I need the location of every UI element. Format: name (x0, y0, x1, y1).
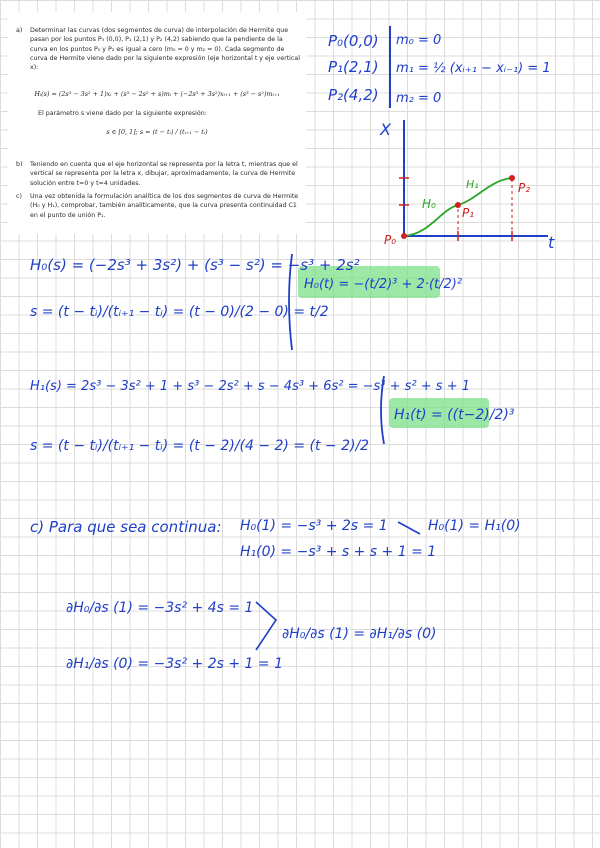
param-text: El parámetro s viene dado por la siguiente expresión: (38, 110, 207, 117)
question-c-label: c) (16, 193, 22, 200)
note-c-arrow (398, 522, 420, 534)
note-h0-line: H₀(s) = (−2s³ + 3s²) + (s³ − s²) = −s³ + 2s² (30, 256, 360, 274)
note-c-intro: c) Para que sea continua: (30, 518, 222, 536)
sketch-point-p1 (455, 202, 461, 208)
sketch-label-h1: H₁ (466, 178, 479, 191)
note-m2: m₂ = 0 (396, 91, 442, 106)
note-s1-line: s = (t − tᵢ)/(tᵢ₊₁ − tᵢ) = (t − 2)/(4 − 2) = (t − 2)/2 (30, 438, 370, 454)
note-h1-line: H₁(s) = 2s³ − 3s² + 1 + s³ − 2s² + s − 4s³ + 6s² = −s³ + s² + s + 1 (30, 379, 471, 394)
sketch-axis-t-label: t (548, 233, 555, 252)
sketch-label-p0: P₀ (384, 233, 397, 247)
note-d-eq: ∂H₀/∂s (1) = ∂H₁/∂s (0) (282, 626, 437, 642)
question-c-text: Una vez obtenida la formulación analítica de los dos segmentos de curva de Hermite (H₀ y H₁), comprobar, también analíticamente, que la curva presenta continuidad C1 en el punto de unión P₁. (30, 193, 299, 219)
note-c-h0: H₀(1) = −s³ + 2s = 1 (240, 518, 388, 534)
note-p1: P₁(2,1) (328, 58, 379, 76)
sketch-label-p1: P₁ (462, 206, 475, 220)
sketch-axis-x-label: X (380, 120, 391, 139)
note-c-h1: H₁(0) = −s³ + s + s + 1 = 1 (240, 544, 437, 560)
note-h0-result: H₀(t) = −(t/2)³ + 2·(t/2)² (304, 277, 463, 292)
note-p0: P₀(0,0) (328, 32, 379, 50)
note-m0: m₀ = 0 (396, 33, 442, 48)
sketch-label-p2: P₂ (518, 181, 531, 195)
sketch-graph (379, 120, 555, 252)
note-d1-line: ∂H₁/∂s (0) = −3s² + 2s + 1 = 1 (66, 656, 283, 672)
hermite-formula: Hᵢ(s) = (2s³ − 3s² + 1)xᵢ + (s³ − 2s² + s)mᵢ + (−2s³ + 3s²)xᵢ₊₁ + (s³ − s²)mᵢ₊₁ (34, 90, 280, 98)
question-a-text: Determinar las curvas (dos segmentos de curva) de interpolación de Hermite que pasan por los puntos P₀ (0,0), P₁ (2,1) y P₂ (4,2) sabiendo que la pendiente de la curva en los puntos P₀ y P₂ es igual a cero (m₀ = 0 y m₂ = 0). Cada segmento de curva de Hermite viene dado por la siguiente expresión (eje horizontal t y eje vertical x): (30, 27, 300, 72)
note-c-eq: H₀(1) = H₁(0) (428, 518, 521, 534)
note-d0-line: ∂H₀/∂s (1) = −3s² + 4s = 1 (66, 600, 254, 616)
param-formula: s ∈ [0, 1]; s = (t − tᵢ) / (tᵢ₊₁ − tᵢ) (106, 128, 208, 136)
sketch-point-p2 (509, 175, 515, 181)
note-p2: P₂(4,2) (328, 86, 379, 104)
note-s0-line: s = (t − tᵢ)/(tᵢ₊₁ − tᵢ) = (t − 0)/(2 − 0) = t/2 (30, 304, 329, 320)
note-m1: m₁ = ½ (xᵢ₊₁ − xᵢ₋₁) = 1 (396, 61, 551, 76)
sketch-label-h0: H₀ (422, 197, 436, 211)
question-b-label: b) (16, 161, 23, 168)
sketch-point-p0 (401, 233, 407, 239)
note-h1-result: H₁(t) = ((t−2)/2)³ (394, 407, 515, 423)
question-b-text: Teniendo en cuenta que el eje horizontal se representa por la letra t, mientras que el vertical se representa por la letra x, dibujar, aproximadamente, la curva de Hermite solución entre t=0 y t=4 unidades. (30, 161, 298, 187)
note-d-brace (256, 602, 276, 650)
question-a-label: a) (16, 27, 23, 34)
